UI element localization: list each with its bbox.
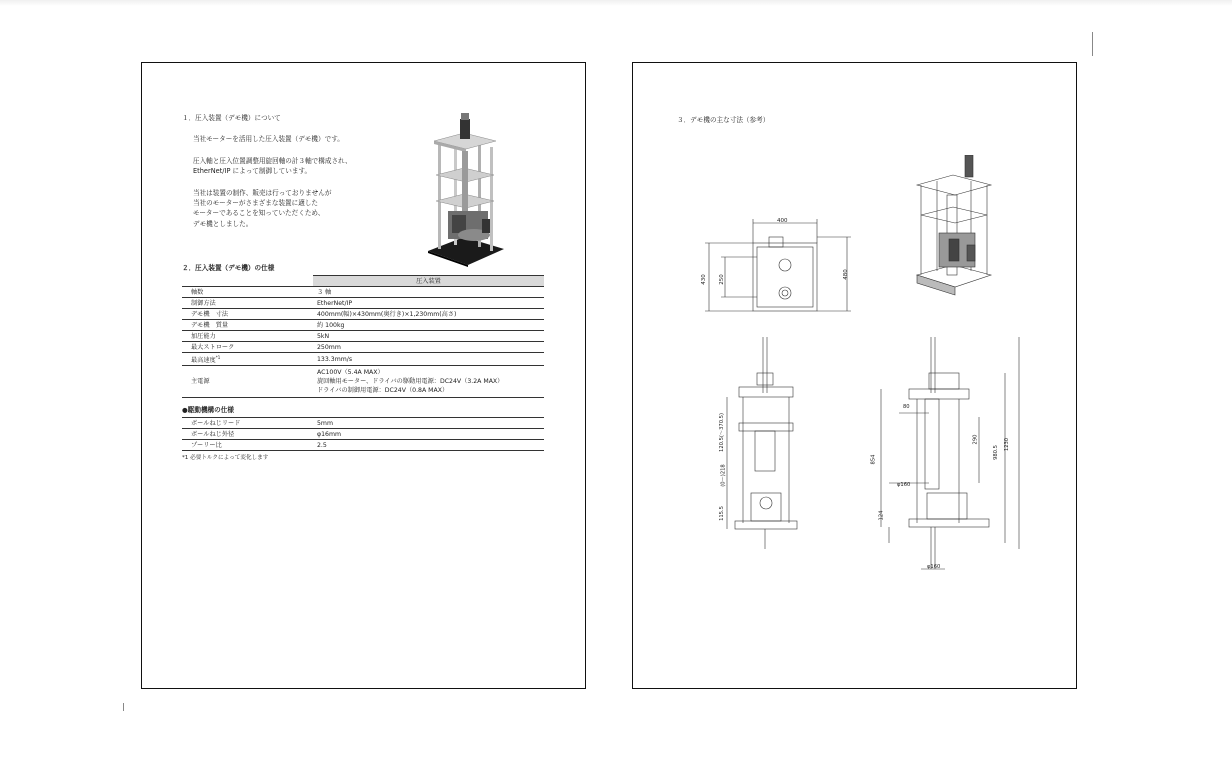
press-machine-image [424, 111, 506, 267]
top-view-drawing [699, 213, 859, 318]
dim-side-phi160-b: φ160 [927, 564, 941, 570]
text-cursor [1092, 32, 1093, 56]
intro-line-2: 圧入軸と圧入位置調整用旋回軸の計３軸で構成され、 [193, 157, 352, 165]
footnote-marker: *1 [215, 355, 221, 360]
spec-value: 5kN [313, 331, 544, 342]
table-row [182, 429, 544, 440]
spec-key: 軸数 [182, 287, 313, 298]
spec-key-text: 最高速度 [191, 357, 216, 365]
spec-key: プーリー比 [182, 440, 313, 451]
dim-side-124: 124 [878, 510, 885, 521]
intro-line-7: デモ機としました。 [193, 220, 253, 228]
drive-table [182, 417, 544, 451]
spec-key: ボールねじリード [182, 418, 313, 429]
dim-top-inner: 250 [718, 274, 725, 285]
spec-value: 2.5 [313, 440, 544, 451]
spec-value: φ16mm [313, 429, 544, 440]
dim-side-854: 854 [870, 454, 877, 465]
spec-value: EtherNet/IP [313, 298, 544, 309]
spec-value-power [313, 366, 544, 398]
dim-top-width: 400 [777, 218, 788, 224]
table-row [182, 342, 544, 353]
table-row [182, 418, 544, 429]
intro-line-1: 当社モーターを活用した圧入装置（デモ機）です。 [193, 135, 344, 143]
spec-key: デモ機 質量 [182, 320, 313, 331]
dim-side-80: 80 [903, 404, 910, 410]
spec-table [182, 275, 544, 398]
spec-key: 主電源 [182, 366, 313, 398]
intro-line-4: 当社は装置の制作、販売は行っておりませんが [193, 189, 332, 197]
spec-key: 制御方法 [182, 298, 313, 309]
table-row [182, 320, 544, 331]
viewer-top-edge [0, 0, 1232, 6]
dim-side-phi160-a: φ160 [897, 482, 911, 488]
table-row [182, 287, 544, 298]
spec-key [182, 353, 313, 366]
table-row-power [182, 366, 544, 398]
spec-key: ボールねじ外径 [182, 429, 313, 440]
isometric-drawing [909, 155, 999, 305]
intro-line-5: 当社のモーターがさまざまな装置に適した [193, 199, 319, 207]
spec-key: 加圧能力 [182, 331, 313, 342]
table-row [182, 440, 544, 451]
intro-line-3: EtherNet/IP によって制御しています。 [193, 167, 312, 175]
dim-front-1: 120.5(～370.5) [718, 413, 725, 452]
table-row [182, 353, 544, 366]
intro-line-6: モーターであることを知っていただくため、 [193, 209, 325, 217]
drive-section-title: ●駆動機構の仕様 [182, 406, 234, 414]
front-view-drawing [721, 333, 811, 555]
power-line: 旋回軸用モーター、ドライバの駆動用電源：DC24V（3.2A MAX） [317, 378, 504, 386]
page-edge-mark [123, 703, 124, 711]
power-line: AC100V（5.4A MAX） [317, 369, 384, 377]
dim-top-left: 430 [700, 274, 707, 285]
spec-key: デモ機 寸法 [182, 309, 313, 320]
section1-title: １．圧入装置（デモ機）について [182, 114, 281, 122]
dim-side-980: 980.5 [992, 445, 999, 460]
table-row [182, 298, 544, 309]
power-line: ドライバの制御用電源：DC24V（0.8A MAX） [317, 387, 449, 395]
dim-top-height: 480 [842, 269, 849, 280]
dim-front-2: (0～)218 [720, 464, 727, 487]
spec-table-corner [182, 276, 313, 287]
document-page-2 [632, 62, 1077, 689]
dim-side-290: 290 [972, 434, 979, 445]
table-row [182, 309, 544, 320]
spec-value: 5mm [313, 418, 544, 429]
spec-value: 250mm [313, 342, 544, 353]
table-row [182, 331, 544, 342]
spec-key: 最大ストローク [182, 342, 313, 353]
spec-table-header: 圧入装置 [313, 276, 544, 287]
dim-front-3: 115.5 [718, 506, 725, 521]
side-view-drawing [869, 333, 1029, 573]
footnote: *1 必要トルクによって変化します [182, 455, 269, 461]
dim-side-1230: 1230 [1004, 437, 1011, 452]
spec-value: 133.3mm/s [313, 353, 544, 366]
spec-value: 約 100kg [313, 320, 544, 331]
spec-value: 400mm(幅)×430mm(奥行き)×1,230mm(高さ) [313, 309, 544, 320]
section3-title-visible: ３．デモ機の主な寸法（参考） [677, 116, 770, 124]
section2-title: ２．圧入装置（デモ機）の仕様 [182, 264, 275, 272]
document-page-1 [141, 62, 586, 689]
spec-value: ３ 軸 [313, 287, 544, 298]
